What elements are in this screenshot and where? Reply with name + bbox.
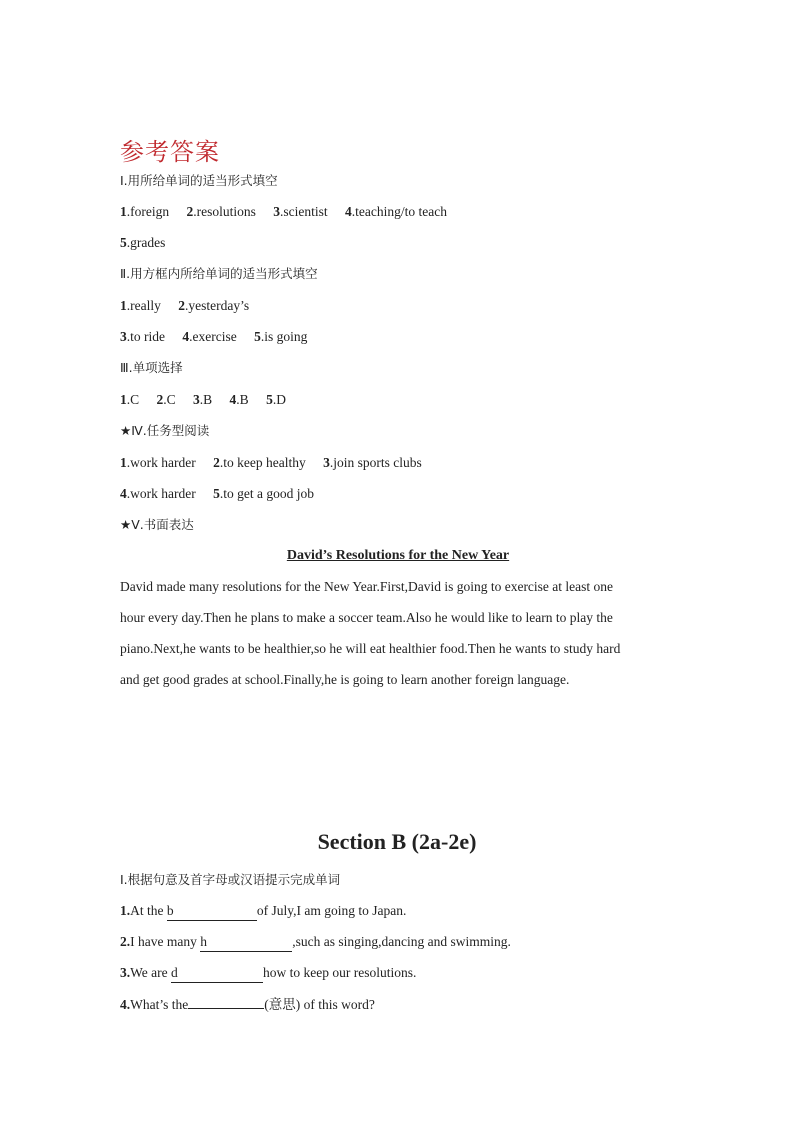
part2-answers-row2 [120,328,321,346]
answer-item: 1.work harder [120,455,196,470]
answer-item: 4.B [229,392,249,407]
answer-item: 2.resolutions [186,204,256,219]
part1-answers-row2 [120,234,179,252]
answer-item: 1.C [120,392,140,407]
page-title: 参考答案 [120,138,220,166]
part4-answers-row1 [120,454,436,472]
part2-heading: Ⅱ.用方框内所给单词的适当形式填空 [120,266,318,281]
part3-heading: Ⅲ.单项选择 [120,360,183,375]
essay-line: hour every day.Then he plans to make a soccer team.Also he would like to learn to play the [120,610,613,625]
essay-line: David made many resolutions for the New Year.First,David is going to exercise at least one [120,579,614,594]
part3-answers-row1 [120,391,300,409]
question-item: 1.At the b of July,I am going to Japan. [120,902,406,921]
answer-item: 2.yesterday’s [178,298,250,313]
question-item: 2.I have many h ,such as singing,dancing and swimming. [120,933,511,952]
part2-answers-row1 [120,297,263,315]
answer-item: 1.foreign [120,204,170,219]
section-b-part1-heading: Ⅰ.根据句意及首字母或汉语提示完成单词 [120,872,341,887]
answer-item: 4.teaching/to teach [344,204,447,219]
answer-blank[interactable] [188,1008,264,1009]
answer-item: 5.grades [120,235,166,250]
section-heading: Section B (2a-2e) [317,829,477,854]
answer-item: 5.is going [254,329,308,344]
part4-heading: ★Ⅳ.任务型阅读 [120,423,210,438]
essay-line: and get good grades at school.Finally,he is going to learn another foreign language. [120,672,570,687]
part1-answers-row1 [120,203,461,221]
answer-item: 3.to ride [120,329,165,344]
answer-item: 3.scientist [273,204,328,219]
essay-line: piano.Next,he wants to be healthier,so he will eat healthier food.Then he wants to study hard [120,641,621,656]
answer-item: 1.really [120,298,161,313]
answer-blank[interactable]: h [200,933,292,952]
part1-heading: Ⅰ.用所给单词的适当形式填空 [120,173,278,188]
part4-answers-row2 [120,485,328,503]
answer-blank[interactable]: d [171,964,263,983]
answer-item: 5.to get a good job [213,486,314,501]
part5-heading: ★Ⅴ.书面表达 [120,517,194,532]
answer-item: 2.to keep healthy [213,455,306,470]
answer-item: 4.work harder [120,486,196,501]
answer-item: 4.exercise [182,329,237,344]
answer-item: 2.C [156,392,176,407]
answer-item: 5.D [266,392,286,407]
answer-item: 3.B [193,392,213,407]
question-item: 3.We are d how to keep our resolutions. [120,964,416,983]
question-item: 4.What’s the (意思) of this word? [120,997,375,1012]
answer-blank[interactable]: b [167,902,257,921]
answer-item: 3.join sports clubs [323,455,422,470]
essay-title: David’s Resolutions for the New Year [286,548,510,563]
